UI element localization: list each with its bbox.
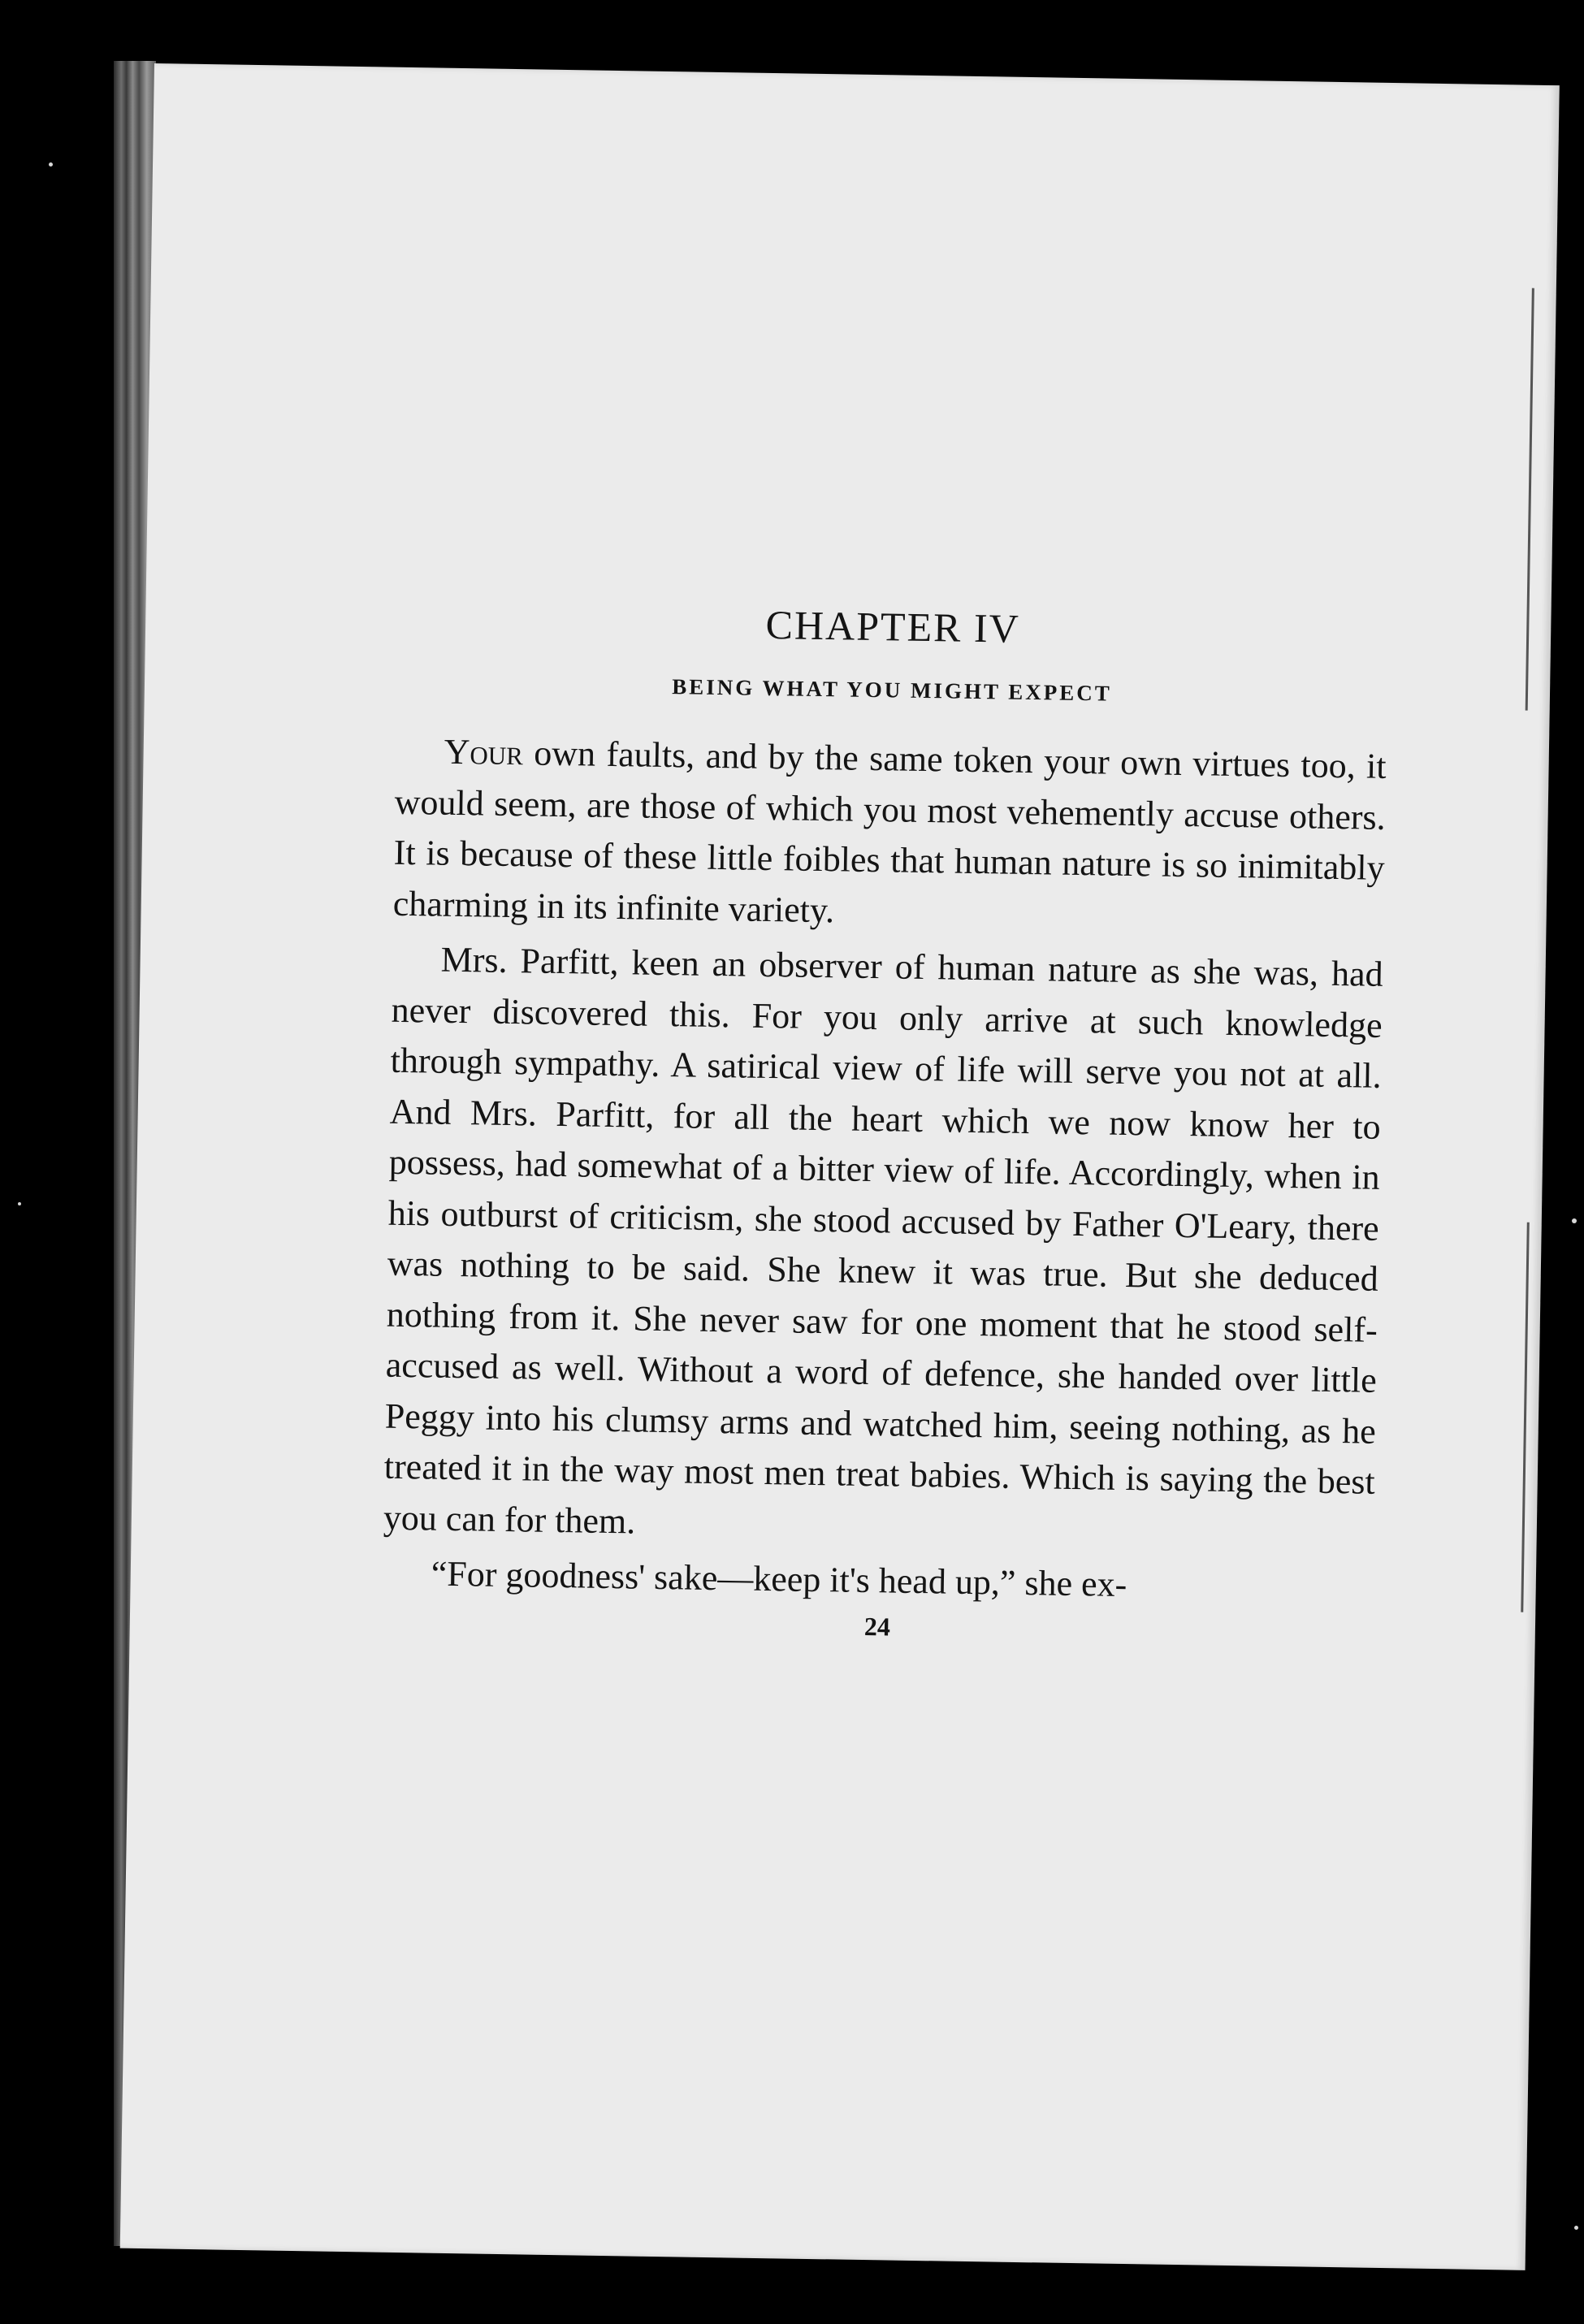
page-sheet	[120, 63, 1560, 2270]
paragraph	[392, 726, 1387, 945]
page-edge-mark	[1521, 1223, 1530, 1612]
dust-speck	[1574, 2226, 1578, 2230]
paragraph-text: own faults, and by the same token your own virtues too, it would seem, are those of which you most vehemently accuse others. It is because of these little foibles that human nature is so inimitably charming in its infinite variety.	[392, 733, 1387, 930]
paragraph: Mrs. Parfitt, keen an observer of human nature as she was, had never discovered this. For you only arrive at such knowledge through sympathy. A satirical view of life will serve you not at all. And Mrs. Parfitt, for all the heart which we now know her to possess, had somewhat of a bitter view of life. Accordingly, when in his outburst of criticism, she stood accused by Father O'Leary, there was nothing to be said. She knew it was true. But she deduced nothing from it. She never saw for one moment that he stood self-accused as well. Without a word of defence, she handed over little Peggy into his clumsy arms and watched him, seeing nothing, as he treated it in the way most men treat babies. Which is saying the best you can for them.	[383, 939, 1383, 1542]
dust-speck	[49, 162, 53, 167]
page-number: 24	[863, 1611, 891, 1641]
dust-speck	[18, 1202, 21, 1205]
chapter-subtitle: BEING WHAT YOU MIGHT EXPECT	[671, 674, 1112, 706]
chapter-title: CHAPTER IV	[765, 601, 1021, 651]
text-block	[382, 595, 1389, 1650]
page-edge-mark	[1526, 288, 1534, 711]
paragraph-lead-word: Your	[444, 731, 524, 773]
paragraph: “For goodness' sake—keep it's head up,” she ex-	[431, 1553, 1127, 1605]
dust-speck	[1572, 1218, 1577, 1223]
